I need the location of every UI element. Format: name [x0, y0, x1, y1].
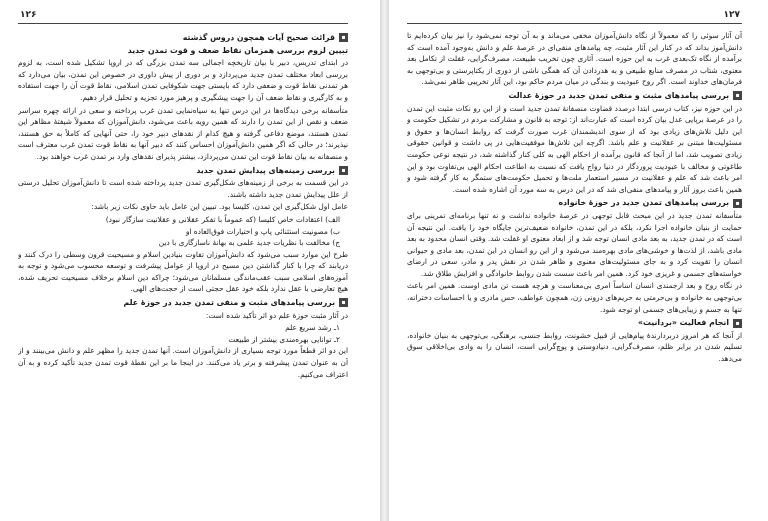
section-heading — [407, 90, 742, 102]
paragraph: در این قسمت به برخی از زمینه‌های شکل‌گیری تمدن جدید پرداخته شده است تا دانش‌آموزان تحلیل درستی از علل پیدایش تمدن جدید داشته باشند. — [18, 178, 348, 199]
page-number: ۱۲۷ — [723, 10, 740, 20]
list-item: ۲ـ توانایی بهره‌مندی بیشتر از طبیعت — [228, 334, 340, 344]
square-bullet-icon: ▪ — [733, 199, 742, 208]
section-title: بررسی پیامدهای مثبت و منفی تمدن جدید در حوزهٔ علم — [123, 298, 335, 308]
section-title: بررسی پیامدهای مثبت و منفی تمدن جدید در حوزهٔ عدالت — [508, 90, 729, 100]
right-page — [389, 0, 768, 521]
paragraph: در ابتدای تدریس، دبیر با بیان تاریخچه اجمالی سه تمدن بزرگی که در اروپا تشکیل شده است، به لزوم بررسی ابعاد مختلف تمدن جدید می‌پردازد و بر دوری از پیش داوری در خصوص این تمدن، بیان می‌دارد که هر تمدنی نقاط قوت و ضعفی دارد که بایستی جهت شکوفایی تمدن اسلامی، نقاط قوت آن را جهت استفاده و به کارگیری و نقاط ضعف آن را جهت پیشگیری و پرهیز مورد تجزیه و تحلیل قرار دهیم. — [18, 58, 348, 102]
list-item: ب) مصونیت استثنائی پاپ و اختیارات فوق‌العاده او — [185, 226, 340, 236]
square-bullet-icon: ▪ — [339, 33, 348, 42]
section-title: قرائت صحیح آیات همچون دروس گذشته — [182, 33, 335, 42]
book-gutter — [380, 0, 389, 521]
section-heading — [407, 317, 742, 329]
subsection-title: تبیین لزوم بررسی همزمان نقاط ضعف و قوت تمدن جدید — [127, 45, 348, 55]
section-heading — [18, 297, 348, 309]
paragraph: در آثار مثبت حوزهٔ علم دو اثر تأکید شده است: — [205, 310, 348, 320]
left-page — [0, 0, 381, 521]
page-header — [18, 9, 348, 24]
paragraph: آن آثار سوئی را که معمولاً از نگاه دانش‌آموزان مخفی می‌ماند و به آن توجه نمی‌شود را نیز بیان کرده‌ایم تا دانش‌آموز بداند که در کنار این آثار مثبت، چه پیامدهای منفی‌ای در عرصهٔ علم و دانش به‌وجود آمده است که برآمده از نگاه تک‌بعدی غرب به این حوزه است. آثاری چون تخریب طبیعت، مصرف‌گرایی، غفلت از تکامل بعد معنوی، شتاب در مصرف منابع طبیعی و به هدردادن آن که همگی ناشی از دوری از یکتاپرستی و بی‌توجهی به فرمان‌های خداوند است. اگر روح عبودیت و بندگی در میان مردم حاکم بود، این آثار تخریبی ظاهر نمی‌شد. — [407, 31, 742, 87]
square-bullet-icon: ▪ — [733, 319, 742, 328]
paragraph: طرح این موارد سبب می‌شود که دانش‌آموزان تفاوت بنیادین اسلام و مسیحیت قرون وسطی را درک کنند و دریابند که چرا با کنار گذاشتن دین مسیح در اروپا از عوامل پیشرفت و توسعه محسوب می‌شود و توجه به آموزه‌های اسلامی سبب عقب‌ماندگی مسلمانان می‌شود؛ چراکه دین اسلام برخلاف مسیحیت تحریف شده، هیچ تعارضی با عقل ندارد بلکه خود عقل حجتی است از حجت‌های الهی. — [18, 249, 348, 294]
page-body — [18, 30, 348, 515]
page-body — [407, 30, 742, 515]
paragraph: در نگاه روح و بعد ارجمندی انسان اساساً امری بی‌معناست و هرچه هست تن مادی اوست. همین امر باعث بی‌توجهی به خانواده و بی‌حرمتی به حریم‌های درونی زن، همچون عواطف، حس مادری و یا احساسات دخترانه، تنها به جسم و زیبایی‌های جسمی او توجه شود. — [407, 281, 742, 314]
section-title: انجام فعالیت «بردانیت» — [638, 318, 729, 328]
paragraph: عامل اول شکل‌گیری این تمدن، کلیسا بود. تبیین این عامل باید حاوی نکات زیر باشد: — [91, 202, 348, 212]
page-number: ۱۲۶ — [20, 10, 37, 20]
paragraph: متأسفانه برخی دیدگاه‌ها در این درس تنها به سیاه‌نمایی تمدن غرب پرداخته و سعی در ارائه چهره سراسر ضعف و نقص از این تمدن را دارند که همین رویه باعث می‌شود، دانش‌آموزان که معمولاً شیفتهٔ مظاهر این تمدن هستند، موضع دفاعی گرفته و هیچ کدام از نقدهای دبیر خود را، حتی آنهایی که کاملاً به حق هستند، نپذیرند؛ در حالی که اگر همین دانش‌آموزان احساس کنند که دبیر آنها به نقاط قوت تمدن غرب معترف است و منصفانه به بیان نقاط قوت این تمدن می‌پردازد، بیشتر پذیرای نقدهای وارد بر تمدن غرب خواهند بود. — [18, 105, 348, 161]
paragraph: در این حوزه نیز، کتاب درسی ابتدا درصدد قضاوت منصفانهٔ تمدن جدید است و از این رو نکات مثبت این تمدن را در عرصهٔ برپایی عدل بیان کرده است که عبارت‌اند از: توجه به قانون و مشارکت مردم در تشکیل حکومت و این دلیل تلاش‌های زیادی بود که از سوی اندیشمندان غرب صورت گرفت که روابط انسان‌ها و حقوق و مسئولیت‌ها مبتنی بر عقلانیت و علم باشد. اگرچه این تلاش‌ها موفقیت‌هایی در پی داشت و قوانین حقوقی زیادی تصویب شد، اما از آنجا که قانون برآمده از احکام الهی به کلی کنار گذاشته شد، در نتیجه نوعی حکومت طاغوتی و مخالف با عبودیت پروردگار در دنیا رواج یافت که نسبت به اطاعت احکام الهی بی‌تفاوت بود و این امر باعث شد که علم و عقلانیت در مسیر استعمار ملت‌ها و تحمیل حکومت‌های ستمگر به کار گرفته شود و همین باعث بروز آثار و پیامدهای منفی‌ای شد که در این درس به سه مورد آن اشاره شده است. — [407, 103, 742, 194]
section-heading — [18, 32, 348, 44]
list-item: الف) اعتقادات خاص کلیسا (که عموماً با تفکر عقلانی و عقلانیت سازگار نبود) — [105, 214, 340, 224]
list-item: ج) مخالفت با نظریات جدید علمی به بهانهٔ ناسازگاری با دین — [158, 238, 340, 248]
paragraph: این دو اثر قطعاً مورد توجه بسیاری از دانش‌آموزان است. آنها تمدن جدید را مظهر علم و دانش می‌بینند و از آن به عنوان تمدن پیشرفته و برتر یاد می‌کنند. در اینجا ما بر این نقطهٔ قوت تمدن جدید تأکید کرده و به آن اعتراف می‌کنیم. — [18, 346, 348, 379]
square-bullet-icon: ▪ — [339, 298, 348, 307]
square-bullet-icon: ▪ — [733, 91, 742, 100]
section-heading — [18, 165, 348, 177]
square-bullet-icon: ▪ — [339, 166, 348, 175]
paragraph: متأسفانه تمدن جدید در این مبحث قابل توجهی در عرصهٔ خانواده نداشت و نه تنها برنامه‌ای تمرینی برای حمایت از بنیان خانواده اجرا نکرد، بلکه در این تمدن، خانواده ضعیف‌ترین جایگاه خود را یافت. این نتیجه آن است که در تمدن جدید، به بعد مادی انسان توجه شد و از ابعاد معنوی او غفلت شد. وقتی انسان محدود به بعد مادی باشد، از لذت‌ها و خوشی‌های مادی بهره‌مند می‌شود و از این رو انسان در این تمدن، بعد مادی و حیوانی انسان را تقویت کرد و به جای مسئولیت‌های معنوی و ظاهر شدن در نقش پدر و مادر، سعی در ارضای خواسته‌های جسمی و غریزی خود کرد. همین امر باعث سست شدن روابط خانوادگی و افزایش طلاق شد. — [407, 210, 742, 278]
section-title: بررسی پیامدهای تمدن جدید در حوزهٔ خانواده — [558, 198, 729, 208]
section-title: بررسی زمینه‌های پیدایش تمدن جدید — [196, 165, 335, 175]
list-item: ۱ـ رشد سریع علم — [285, 323, 340, 333]
section-heading — [407, 197, 742, 209]
paragraph: از آنجا که هر امروز دربردارندهٔ پیام‌هایی از قبیل خشونت، روابط جنسی، برهنگی، بی‌توجهی به بنیان خانواده، تسلیم شدن در برابر ظلم، مصرف‌گرایی، دنیادوستی و پوچ‌گرایی است، انسان را به وادی بی‌اخلاقی سوق می‌دهد. — [407, 330, 742, 364]
page-header — [407, 9, 742, 24]
